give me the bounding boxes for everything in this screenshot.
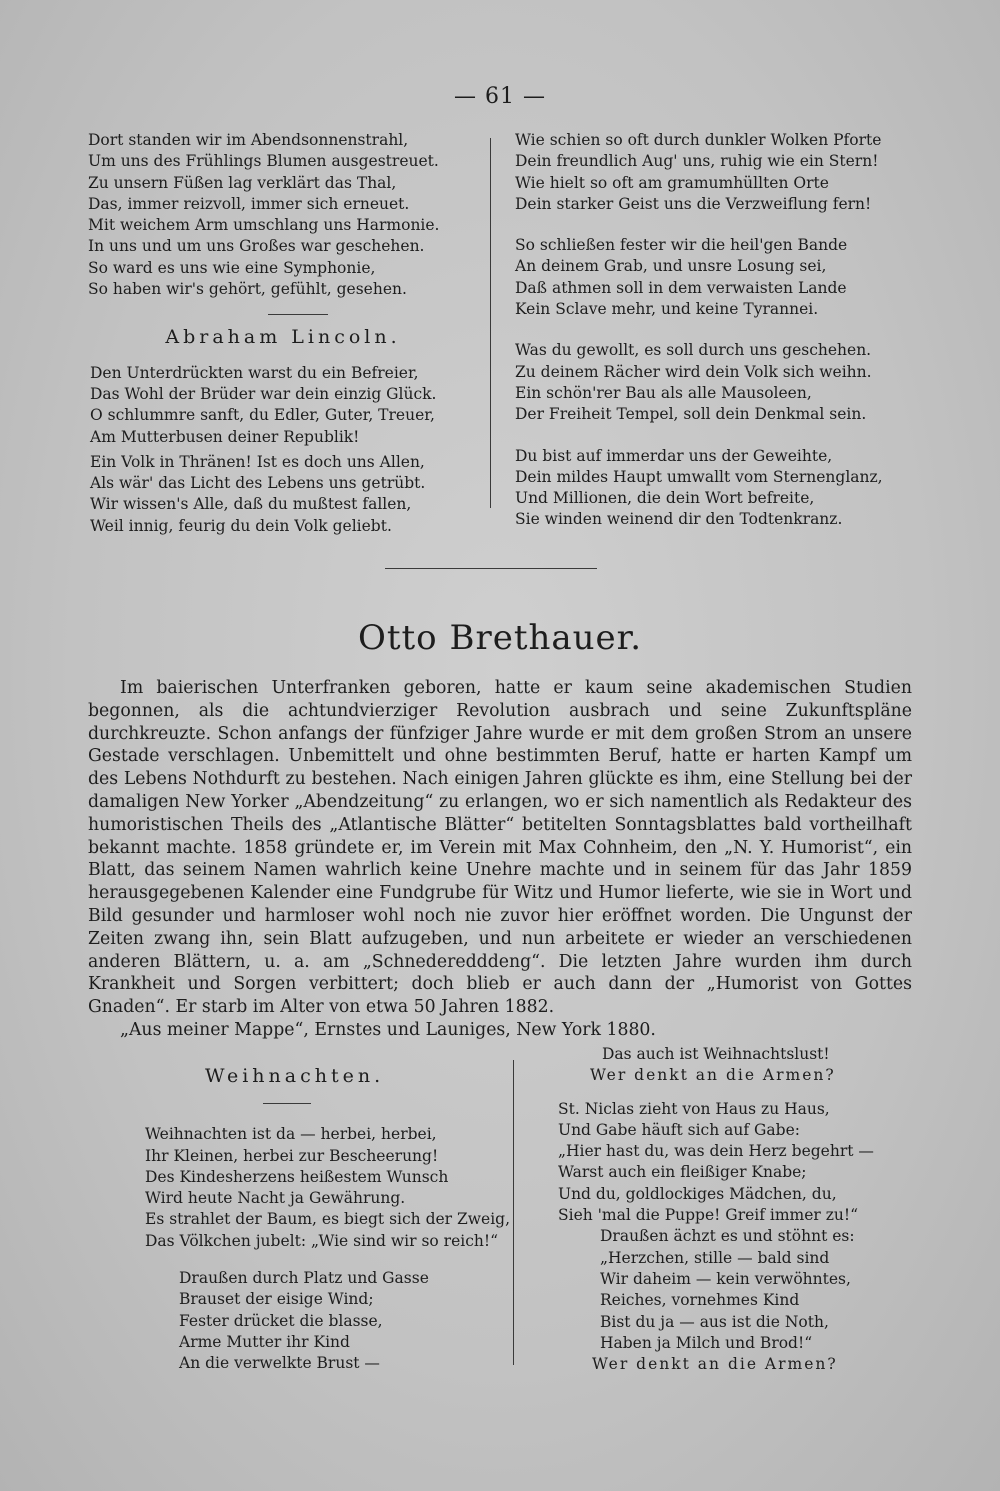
verse-line: Arme Mutter ihr Kind (179, 1332, 350, 1351)
stanza (515, 130, 915, 215)
verse-line: Weihnachten ist da — herbei, herbei, (145, 1125, 437, 1144)
verse-line: Am Mutterbusen deiner Republik! (90, 427, 360, 446)
verse-line: Haben ja Milch und Brod!“ (600, 1333, 813, 1352)
verse-line: St. Niclas zieht von Haus zu Haus, (558, 1099, 830, 1118)
verse-line: Als wär' das Licht des Lebens uns getrübt. (90, 474, 426, 493)
source-citation: „Aus meiner Mappe“, Ernstes und Launiges, New York 1880. (120, 1019, 656, 1040)
verse-line: Wie hielt so oft am gramumhüllten Orte (515, 173, 829, 192)
verse-line: Dein mildes Haupt umwallt vom Sternenglanz, (515, 467, 883, 486)
verse-line: Dort standen wir im Abendsonnenstrahl, (88, 131, 409, 149)
verse-line: Bist du ja — aus ist die Noth, (600, 1312, 829, 1331)
verse-line: „Hier hast du, was dein Herz begehrt — (558, 1142, 874, 1161)
verse-line: Und Millionen, die dein Wort befreite, (515, 489, 815, 508)
stanza (530, 1226, 910, 1375)
verse-line: Fester drücket die blasse, (179, 1311, 383, 1330)
section-divider (385, 568, 597, 569)
stanza (530, 1099, 910, 1227)
verse-line: Wird heute Nacht ja Gewährung. (145, 1189, 406, 1208)
verse-line: Der Freiheit Tempel, soll dein Denkmal sein. (515, 405, 867, 424)
verse-line: Mit weichem Arm umschlang uns Harmonie. (88, 216, 440, 235)
verse-line: Um uns des Frühlings Blumen ausgestreuet. (88, 152, 439, 171)
verse-line: Ihr Kleinen, herbei zur Bescheerung! (145, 1146, 439, 1165)
verse-line: Wir daheim — kein verwöhntes, (600, 1269, 851, 1288)
verse-line: Das auch ist Weihnachtslust! (602, 1045, 830, 1063)
verse-line: Sieh 'mal die Puppe! Greif immer zu!“ (558, 1206, 859, 1225)
verse-line: Daß athmen soll in dem verwaisten Lande (515, 278, 847, 297)
verse-line: Kein Sclave mehr, und keine Tyrannei. (515, 300, 819, 319)
verse-line: Reiches, vornehmes Kind (600, 1291, 800, 1310)
verse-line: Ein schön'rer Bau als alle Mausoleen, (515, 383, 812, 402)
verse-line: Wer denkt an die Armen? (592, 1355, 838, 1374)
page-number: — 61 — (454, 84, 546, 109)
stanza (145, 1268, 485, 1374)
biography-block (88, 677, 912, 1042)
verse-line: So ward es uns wie eine Symphonie, (88, 258, 376, 277)
stanza (515, 446, 915, 531)
verse-line: O schlummre sanft, du Edler, Guter, Treuer, (90, 406, 435, 425)
section-title: Otto Brethauer. (357, 618, 642, 658)
verse-line: Draußen durch Platz und Gasse (179, 1269, 429, 1288)
verse-line: Ein Volk in Thränen! Ist es doch uns Allen, (90, 452, 425, 471)
verse-line: Wie schien so oft durch dunkler Wolken Pforte (515, 131, 882, 149)
verse-line: Des Kindesherzens heißestem Wunsch (145, 1167, 449, 1186)
stanza (88, 130, 478, 300)
column-rule (490, 138, 491, 508)
verse-line: Sie winden weinend dir den Todtenkranz. (515, 510, 843, 529)
verse-line: Und du, goldlockiges Mädchen, du, (558, 1184, 837, 1203)
verse-line: So haben wir's gehört, gefühlt, gesehen. (88, 280, 407, 299)
verse-line: Weil innig, feurig du dein Volk geliebt. (90, 516, 392, 535)
biography-paragraph: Im baierischen Unterfranken geboren, hatte er kaum seine akademischen Studien begonnen, als die achtundvierziger Revolution ausbrach und seine Zukunftspläne durchkreuzte. Schon anfangs der fünfziger Jahre wurde er mit dem großen Strom an unsere Gestade verschlagen. Unbemittelt und ohne bestimmten Beruf, hatte er harten Kampf um des Lebens Nothdurft zu bestehen. Nach einigen Jahren glückte es ihm, eine Stellung bei der damaligen New Yorker „Abendzeitung“ zu erlangen, wo er sich namentlich als Redakteur des humoristischen Theils des „Atlantische Blätter“ betitelten Sonntagsblattes bald vortheilhaft bekannt machte. 1858 gründete er, im Verein mit Max Cohnheim, den „N. Y. Humorist“, ein Blatt, das seinem Namen wahrlich keine Unehre machte und in seinem für das Jahr 1859 herausgegebenen Kalender eine Fundgrube für Witz und Humor lieferte, wie sie in Wort und Bild gesunder und harmloser wohl noch nie zuvor hier eröffnet worden. Die Ungunst der Zeiten zwang ihn, sein Blatt aufzugeben, und nun arbeitete er wieder an verschiedenen anderen Blättern, u. a. am „Schnederedddeng“. Die letzten Jahre wurden ihm durch Krankheit und Sorgen verbittert; doch blieb er auch dann der „Humorist von Gottes Gnaden“. Er starb im Alter von etwa 50 Jahren 1882. (88, 678, 912, 1018)
verse-line: An die verwelkte Brust — (179, 1354, 380, 1373)
verse-line: Draußen ächzt es und stöhnt es: (600, 1227, 855, 1246)
verse-line: Den Unterdrückten warst du ein Befreier, (90, 363, 419, 382)
verse-line: Wer denkt an die Armen? (590, 1066, 836, 1085)
poem-column-bottom-left (145, 1065, 511, 1375)
verse-line: Was du gewollt, es soll durch uns geschehen. (515, 341, 872, 360)
verse-line: Dein starker Geist uns die Verzweiflung fern! (515, 194, 872, 213)
poem-column-top-right (515, 130, 915, 531)
verse-line: „Herzchen, stille — bald sind (600, 1248, 830, 1267)
stanza (515, 340, 915, 425)
poem-column-bottom-right (530, 1044, 910, 1375)
verse-line: Wir wissen's Alle, daß du mußtest fallen, (90, 495, 412, 514)
stanza (88, 363, 478, 448)
verse-line: Warst auch ein fleißiger Knabe; (558, 1163, 807, 1182)
poem-title: Abraham Lincoln. (165, 326, 401, 349)
stanza (88, 452, 478, 537)
poem-title: Weihnachten. (205, 1065, 385, 1087)
verse-line: Zu deinem Rächer wird dein Volk sich weihn. (515, 362, 872, 381)
verse-line: Brauset der eisige Wind; (179, 1290, 374, 1309)
stanza (515, 235, 915, 320)
verse-line: Zu unsern Füßen lag verklärt das Thal, (88, 173, 397, 192)
verse-line: In uns und um uns Großes war geschehen. (88, 237, 425, 256)
verse-line: An deinem Grab, und unsre Losung sei, (515, 257, 827, 276)
stanza (145, 1124, 511, 1252)
verse-line: So schließen fester wir die heil'gen Bande (515, 236, 848, 255)
verse-line: Das, immer reizvoll, immer sich erneuet. (88, 194, 410, 213)
verse-line: Du bist auf immerdar uns der Geweihte, (515, 446, 833, 465)
verse-line: Das Völkchen jubelt: „Wie sind wir so reich!“ (145, 1231, 499, 1250)
verse-line: Und Gabe häuft sich auf Gabe: (558, 1120, 800, 1139)
stanza (530, 1044, 910, 1087)
column-rule (513, 1060, 514, 1365)
verse-line: Es strahlet der Baum, es biegt sich der Zweig, (145, 1210, 511, 1229)
verse-line: Das Wohl der Brüder war dein einzig Glück. (90, 384, 437, 403)
poem-column-top-left (88, 130, 478, 537)
verse-line: Dein freundlich Aug' uns, ruhig wie ein Stern! (515, 152, 879, 171)
